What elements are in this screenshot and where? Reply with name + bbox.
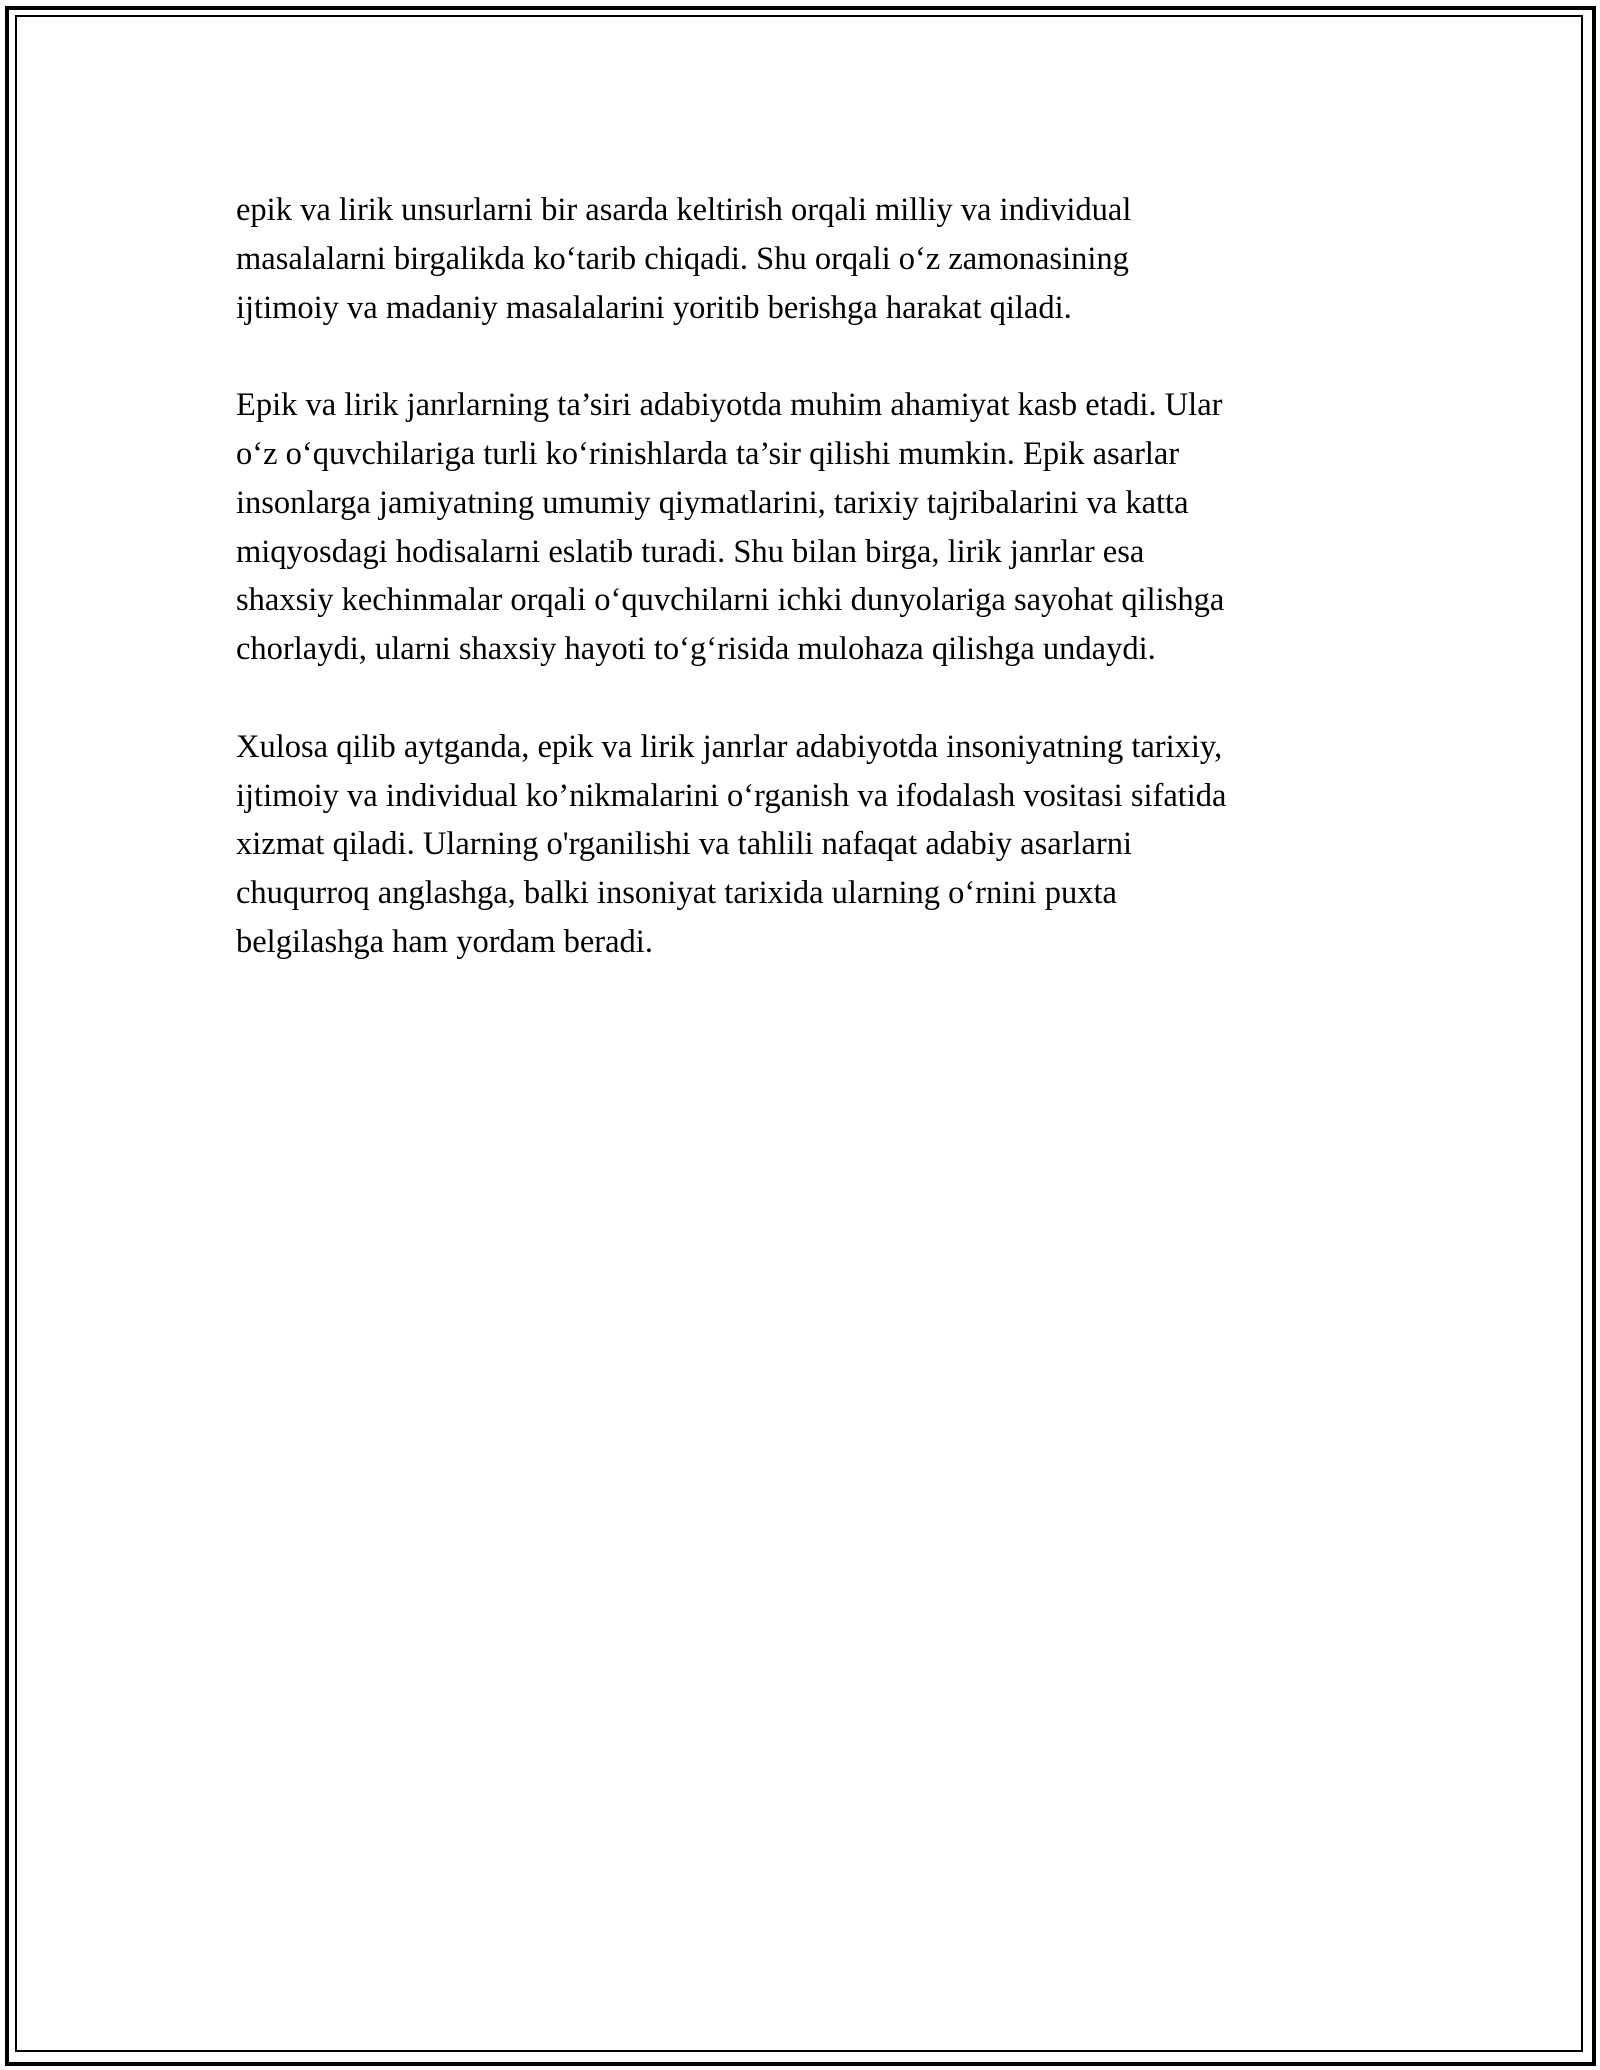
text-line: o‘z o‘quvchilariga turli ko‘rinishlarda ta’sir qilishi mumkin. Epik asarlar: [236, 435, 1180, 472]
text-line: chuqurroq anglashga, balki insoniyat tarixida ularning o‘rnini puxta: [236, 875, 1117, 912]
paragraph-3: [236, 723, 1366, 967]
text-line: ijtimoiy va madaniy masalalarini yoritib berishga harakat qiladi.: [236, 289, 1072, 326]
text-line: ijtimoiy va individual ko’nikmalarini o‘rganish va ifodalash vositasi sifatida: [236, 777, 1227, 814]
text-line: epik va lirik unsurlarni bir asarda keltirish orqali milliy va individual: [236, 192, 1132, 228]
document-body: [236, 186, 1366, 1016]
paragraph-1: [236, 186, 1366, 332]
text-line: Epik va lirik janrlarning ta’siri adabiyotda muhim ahamiyat kasb etadi. Ular: [236, 387, 1223, 424]
text-line: chorlaydi, ularni shaxsiy hayoti to‘g‘risida mulohaza qilishga undaydi.: [236, 631, 1156, 668]
paragraph-2: [236, 381, 1366, 674]
text-line: miqyosdagi hodisalarni eslatib turadi. Shu bilan birga, lirik janrlar esa: [236, 533, 1145, 570]
text-line: xizmat qiladi. Ularning o'rganilishi va tahlili nafaqat adabiy asarlarni: [236, 826, 1133, 863]
text-line: shaxsiy kechinmalar orqali o‘quvchilarni ichki dunyolariga sayohat qilishga: [236, 582, 1225, 619]
text-line: Xulosa qilib aytganda, epik va lirik janrlar adabiyotda insoniyatning tarixiy,: [236, 728, 1223, 765]
text-line: masalalarni birgalikda ko‘tarib chiqadi. Shu orqali o‘z zamonasining: [236, 240, 1129, 277]
text-line: insonlarga jamiyatning umumiy qiymatlarini, tarixiy tajribalarini va katta: [236, 484, 1189, 521]
text-line: belgilashga ham yordam beradi.: [236, 923, 653, 960]
